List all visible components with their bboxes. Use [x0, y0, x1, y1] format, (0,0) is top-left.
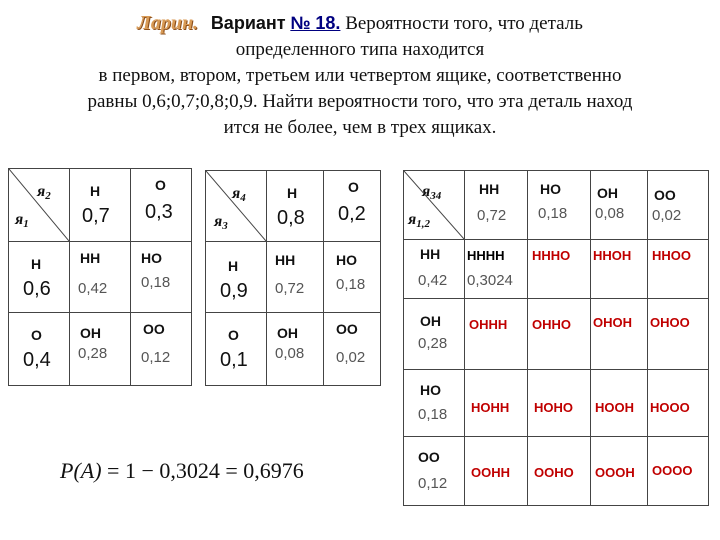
row-prob: 0,1 [220, 349, 248, 371]
cell-2-3 [591, 299, 648, 370]
cell-3-4 [648, 370, 709, 437]
cell-prob: 0,08 [275, 345, 305, 362]
row-prob: 0,42 [418, 272, 448, 289]
row-header-1 [404, 240, 465, 299]
corner-top-label: $я_4$ [232, 185, 246, 204]
cell-2-2 [324, 313, 381, 386]
cell-label: ОН [80, 325, 101, 341]
row-header-4 [404, 437, 465, 506]
corner-top-label: $я_2$ [37, 183, 51, 202]
corner-bottom-label: $я_3$ [214, 213, 228, 232]
row-prob: 0,6 [23, 278, 51, 300]
table-boxes-1-2 [8, 168, 192, 386]
cell-1-2 [528, 240, 591, 299]
cell-1-4 [648, 240, 709, 299]
corner-cell [404, 171, 465, 240]
row-label: НО [420, 382, 441, 398]
row-label: ОН [420, 313, 441, 329]
table-combined [403, 170, 709, 506]
cell-label: НН [275, 252, 296, 268]
col-label: ОО [654, 187, 676, 203]
outcome-label: ООНО [534, 465, 574, 480]
row-header-1 [206, 242, 267, 313]
header-line-1 [0, 10, 720, 37]
corner-bottom-label: $я_{1,2}$ [408, 211, 430, 230]
cell-prob: 0,18 [141, 274, 171, 291]
cell-2-4 [648, 299, 709, 370]
cell-label: ОН [277, 325, 298, 341]
variant-number: № 18. [290, 13, 341, 33]
col-prob: 0,08 [595, 205, 625, 222]
cell-3-3 [591, 370, 648, 437]
cell-label: НО [141, 250, 162, 266]
row-prob: 0,12 [418, 475, 448, 492]
row-prob: 0,28 [418, 335, 448, 352]
col-label: Н [90, 183, 101, 199]
outcome-label: ННОН [593, 248, 632, 263]
cell-1-2 [324, 242, 381, 313]
col-header-3 [591, 171, 648, 240]
row-label: О [228, 327, 239, 343]
outcome-label: НООН [595, 400, 634, 415]
row-label: Н [31, 256, 42, 272]
corner-cell [9, 169, 70, 242]
outcome-label: ОООО [652, 463, 693, 478]
row-label: ОО [418, 449, 440, 465]
row-header-1 [9, 242, 70, 313]
cell-prob: 0,12 [141, 349, 171, 366]
formula-lhs: P(A) [60, 458, 102, 483]
col-prob: 0,7 [82, 205, 110, 227]
cell-2-1 [267, 313, 324, 386]
row-prob: 0,9 [220, 280, 248, 302]
variant-label: Вариант [210, 13, 286, 33]
col-label: Н [287, 185, 298, 201]
outcome-prob: 0,3024 [467, 272, 513, 289]
row-header-2 [9, 313, 70, 386]
col-header-4 [648, 171, 709, 240]
problem-line-2: определенного типа находится [235, 39, 485, 60]
outcome-label: ННОО [652, 248, 691, 263]
cell-prob: 0,02 [336, 349, 366, 366]
cell-4-4 [648, 437, 709, 506]
row-label: О [31, 327, 42, 343]
cell-1-1 [267, 242, 324, 313]
outcome-label: НОНН [471, 400, 510, 415]
col-prob: 0,3 [145, 201, 173, 223]
row-label: НН [420, 246, 441, 262]
col-header-2 [131, 169, 192, 242]
outcome-label: ООНН [471, 465, 510, 480]
col-header-1 [465, 171, 528, 240]
col-header-2 [528, 171, 591, 240]
problem-line-1: Вероятности того, что деталь [345, 13, 583, 34]
cell-label: НО [336, 252, 357, 268]
cell-label: ОО [336, 321, 358, 337]
col-prob: 0,8 [277, 207, 305, 229]
outcome-label: ННHO [532, 248, 571, 263]
outcome-label: ОННО [532, 317, 571, 332]
table-boxes-3-4 [205, 170, 381, 386]
col-label: ОН [597, 185, 618, 201]
row-header-2 [206, 313, 267, 386]
cell-2-1 [465, 299, 528, 370]
outcome-label: НООО [650, 400, 690, 415]
col-header-2 [324, 171, 381, 242]
formula-rhs: = 1 − 0,3024 = 0,6976 [107, 458, 304, 483]
problem-line-3: в первом, втором, третьем или четвертом ящике, соответственно [98, 65, 622, 86]
col-prob: 0,18 [538, 205, 568, 222]
row-label: Н [228, 258, 239, 274]
col-label: НН [479, 181, 500, 197]
cell-3-1 [465, 370, 528, 437]
cell-4-1 [465, 437, 528, 506]
col-header-1 [267, 171, 324, 242]
outcome-label: ОООН [595, 465, 635, 480]
cell-1-1 [70, 242, 131, 313]
outcome-label: ОНОО [650, 315, 690, 330]
cell-label: НН [80, 250, 101, 266]
header [0, 10, 720, 141]
col-label: О [155, 177, 166, 193]
cell-4-3 [591, 437, 648, 506]
cell-1-1 [465, 240, 528, 299]
col-prob: 0,72 [477, 207, 507, 224]
col-label: О [348, 179, 359, 195]
cell-prob: 0,28 [78, 345, 108, 362]
result-formula [60, 458, 304, 484]
cell-3-2 [528, 370, 591, 437]
problem-line-5: ится не более, чем в трех ящиках. [223, 117, 497, 138]
cell-2-1 [70, 313, 131, 386]
col-header-1 [70, 169, 131, 242]
outcome-label: НОНО [534, 400, 573, 415]
cell-1-3 [591, 240, 648, 299]
diagonal-line [9, 169, 69, 241]
row-prob: 0,4 [23, 349, 51, 371]
cell-prob: 0,72 [275, 280, 305, 297]
corner-top-label: $я_{34}$ [422, 183, 442, 202]
outcome-label: НННН [467, 248, 505, 263]
cell-label: ОО [143, 321, 165, 337]
cell-1-2 [131, 242, 192, 313]
problem-line-4: равны 0,6;0,7;0,8;0,9. Найти вероятности того, что эта деталь наход [87, 91, 633, 112]
row-header-2 [404, 299, 465, 370]
col-prob: 0,02 [652, 207, 682, 224]
row-prob: 0,18 [418, 406, 448, 423]
cell-prob: 0,42 [78, 280, 108, 297]
col-label: НО [540, 181, 561, 197]
col-prob: 0,2 [338, 203, 366, 225]
cell-2-2 [131, 313, 192, 386]
cell-prob: 0,18 [336, 276, 366, 293]
corner-cell [206, 171, 267, 242]
corner-bottom-label: $я_1$ [15, 211, 29, 230]
outcome-label: ОННН [469, 317, 508, 332]
author-label: Ларин. [137, 12, 199, 34]
outcome-label: ОНОН [593, 315, 632, 330]
row-header-3 [404, 370, 465, 437]
cell-2-2 [528, 299, 591, 370]
cell-4-2 [528, 437, 591, 506]
